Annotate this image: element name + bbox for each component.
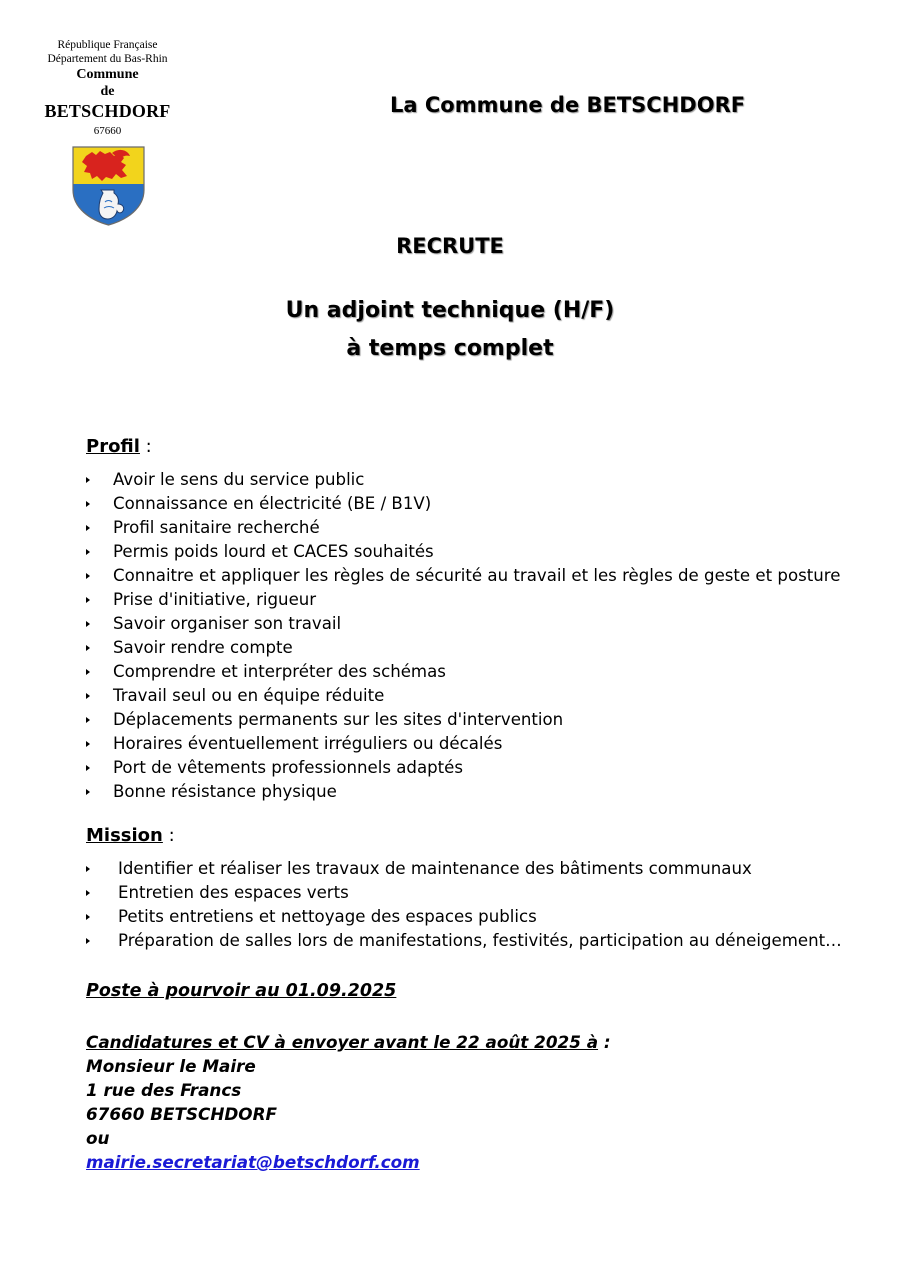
bullet-arrow-icon bbox=[86, 938, 90, 944]
bullet-arrow-icon bbox=[86, 789, 90, 795]
bullet-arrow-icon bbox=[86, 645, 90, 651]
bullet-arrow-icon bbox=[86, 573, 90, 579]
bullet-arrow-icon bbox=[86, 693, 90, 699]
mission-heading bbox=[86, 825, 175, 846]
letterhead-zipcode: 67660 bbox=[93, 125, 122, 137]
list-item-text: Connaitre et appliquer les règles de sécurité au travail et les règles de geste et posture bbox=[113, 566, 841, 585]
profil-heading-colon: : bbox=[139, 436, 152, 457]
job-title-line2: à temps complet bbox=[346, 336, 554, 361]
bullet-arrow-icon bbox=[86, 525, 90, 531]
letterhead-republique: République Française bbox=[57, 39, 158, 51]
list-item-text: Identifier et réaliser les travaux de maintenance des bâtiments communaux bbox=[118, 859, 752, 878]
start-date-notice: Poste à pourvoir au 01.09.2025 bbox=[86, 981, 397, 1001]
list-item-text: Petits entretiens et nettoyage des espaces publics bbox=[118, 907, 537, 926]
list-item-text: Connaissance en électricité (BE / B1V) bbox=[113, 494, 432, 513]
list-item-text: Travail seul ou en équipe réduite bbox=[113, 686, 385, 705]
letterhead-commune: Commune bbox=[76, 67, 139, 82]
application-deadline-colon: : bbox=[598, 1032, 611, 1052]
contact-street: 1 rue des Francs bbox=[86, 1080, 242, 1100]
list-item-text: Prise d'initiative, rigueur bbox=[113, 590, 317, 609]
bullet-arrow-icon bbox=[86, 717, 90, 723]
bullet-arrow-icon bbox=[86, 621, 90, 627]
list-item-text: Savoir rendre compte bbox=[113, 638, 293, 657]
contact-or: ou bbox=[86, 1128, 110, 1148]
mission-heading-colon: : bbox=[162, 825, 175, 846]
letterhead-town: BETSCHDORF bbox=[44, 101, 171, 121]
header-title: La Commune de BETSCHDORF bbox=[390, 93, 746, 117]
profil-heading bbox=[86, 436, 152, 457]
list-item-text: Préparation de salles lors de manifestations, festivités, participation au déneigement… bbox=[118, 931, 842, 950]
application-deadline-text: Candidatures et CV à envoyer avant le 22 août 2025 à bbox=[86, 1032, 599, 1052]
contact-name: Monsieur le Maire bbox=[86, 1056, 256, 1076]
contact-block bbox=[86, 1030, 611, 1174]
list-item-text: Bonne résistance physique bbox=[113, 782, 337, 801]
application-deadline bbox=[86, 1030, 611, 1054]
recrute-heading: RECRUTE bbox=[396, 234, 504, 258]
contact-email-link[interactable]: mairie.secretariat@betschdorf.com bbox=[86, 1152, 420, 1172]
list-item-text: Déplacements permanents sur les sites d'intervention bbox=[113, 710, 564, 729]
bullet-arrow-icon bbox=[86, 890, 90, 896]
letterhead-de: de bbox=[100, 84, 115, 99]
bullet-arrow-icon bbox=[86, 765, 90, 771]
list-item-text: Horaires éventuellement irréguliers ou décalés bbox=[113, 734, 503, 753]
coat-of-arms-logo bbox=[72, 146, 145, 226]
bullet-arrow-icon bbox=[86, 669, 90, 675]
job-title-line1: Un adjoint technique (H/F) bbox=[285, 298, 615, 323]
letterhead bbox=[30, 38, 185, 138]
list-item-text: Savoir organiser son travail bbox=[113, 614, 342, 633]
list-item-text: Profil sanitaire recherché bbox=[113, 518, 320, 537]
bullet-arrow-icon bbox=[86, 914, 90, 920]
bullet-arrow-icon bbox=[86, 501, 90, 507]
contact-city: 67660 BETSCHDORF bbox=[86, 1104, 277, 1124]
bullet-arrow-icon bbox=[86, 741, 90, 747]
profil-heading-label: Profil bbox=[86, 436, 140, 457]
list-item-text: Avoir le sens du service public bbox=[113, 470, 365, 489]
list-item-text: Comprendre et interpréter des schémas bbox=[113, 662, 446, 681]
bullet-arrow-icon bbox=[86, 549, 90, 555]
list-item-text: Port de vêtements professionnels adaptés bbox=[113, 758, 464, 777]
list-item-text: Entretien des espaces verts bbox=[118, 883, 349, 902]
bullet-arrow-icon bbox=[86, 477, 90, 483]
bullet-arrow-icon bbox=[86, 866, 90, 872]
list-item-text: Permis poids lourd et CACES souhaités bbox=[113, 542, 434, 561]
bullet-arrow-icon bbox=[86, 597, 90, 603]
letterhead-departement: Département du Bas-Rhin bbox=[47, 53, 168, 65]
mission-heading-label: Mission bbox=[86, 825, 163, 846]
